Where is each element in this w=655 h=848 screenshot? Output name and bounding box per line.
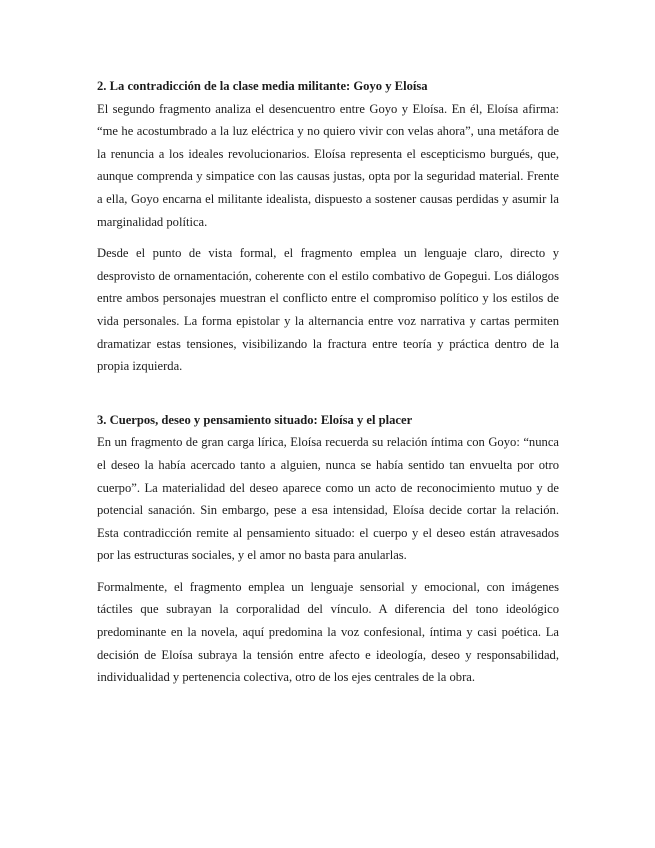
paragraph: Desde el punto de vista formal, el fragmento emplea un lenguaje claro, directo y desprovisto de ornamentación, coherente con el estilo combativo de Gopegui. Los diálogos entre ambos personajes muestran el conflicto entre el compromiso político y los estilos de vida personales. La forma epistolar y la alternancia entre voz narrativa y cartas permiten dramatizar estas tensiones, visibilizando la fractura entre teoría y práctica dentro de la propia izquierda. [97, 246, 559, 374]
paragraph: El segundo fragmento analiza el desencuentro entre Goyo y Eloísa. En él, Eloísa afirma: “me he acostumbrado a la luz eléctrica y no quiero vivir con velas ahora”, una metáfora de la renuncia a los ideales revolucionarios. Eloísa representa el escepticismo burgués, que, aunque comprenda y simpatice con las causas justas, opta por la seguridad material. Frente a ella, Goyo encarna el militante idealista, dispuesto a sostener causas perdidas y asumir la marginalidad política. [97, 101, 559, 229]
paragraph: En un fragmento de gran carga lírica, Eloísa recuerda su relación íntima con Goyo: “nunca el deseo la había acercado tanto a alguien, nunca se había sentido tan envuelta por otro cuerpo”. La materialidad del deseo aparece como un acto de reconocimiento mutuo y de potencial sanación. Sin embargo, pese a esa intensidad, Eloísa decide cortar la relación. Esta contradicción remite al pensamiento situado: el cuerpo y el deseo están atravesados por las estructuras sociales, y el amor no basta para anularlas. [97, 435, 559, 563]
section-cuerpos-deseo [97, 409, 559, 689]
document-body [97, 75, 559, 689]
section-heading: 3. Cuerpos, deseo y pensamiento situado: Eloísa y el placer [97, 412, 413, 427]
paragraph: Formalmente, el fragmento emplea un lenguaje sensorial y emocional, con imágenes táctiles que subrayan la corporalidad del vínculo. A diferencia del tono ideológico predominante en la novela, aquí predomina la voz confesional, íntima y casi poética. La decisión de Eloísa subraya la tensión entre afecto e ideología, deseo y responsabilidad, individualidad y pertenencia colectiva, otro de los ejes centrales de la obra. [97, 579, 559, 685]
section-goyo-eloisa [97, 75, 559, 378]
section-heading: 2. La contradicción de la clase media militante: Goyo y Eloísa [97, 79, 428, 93]
